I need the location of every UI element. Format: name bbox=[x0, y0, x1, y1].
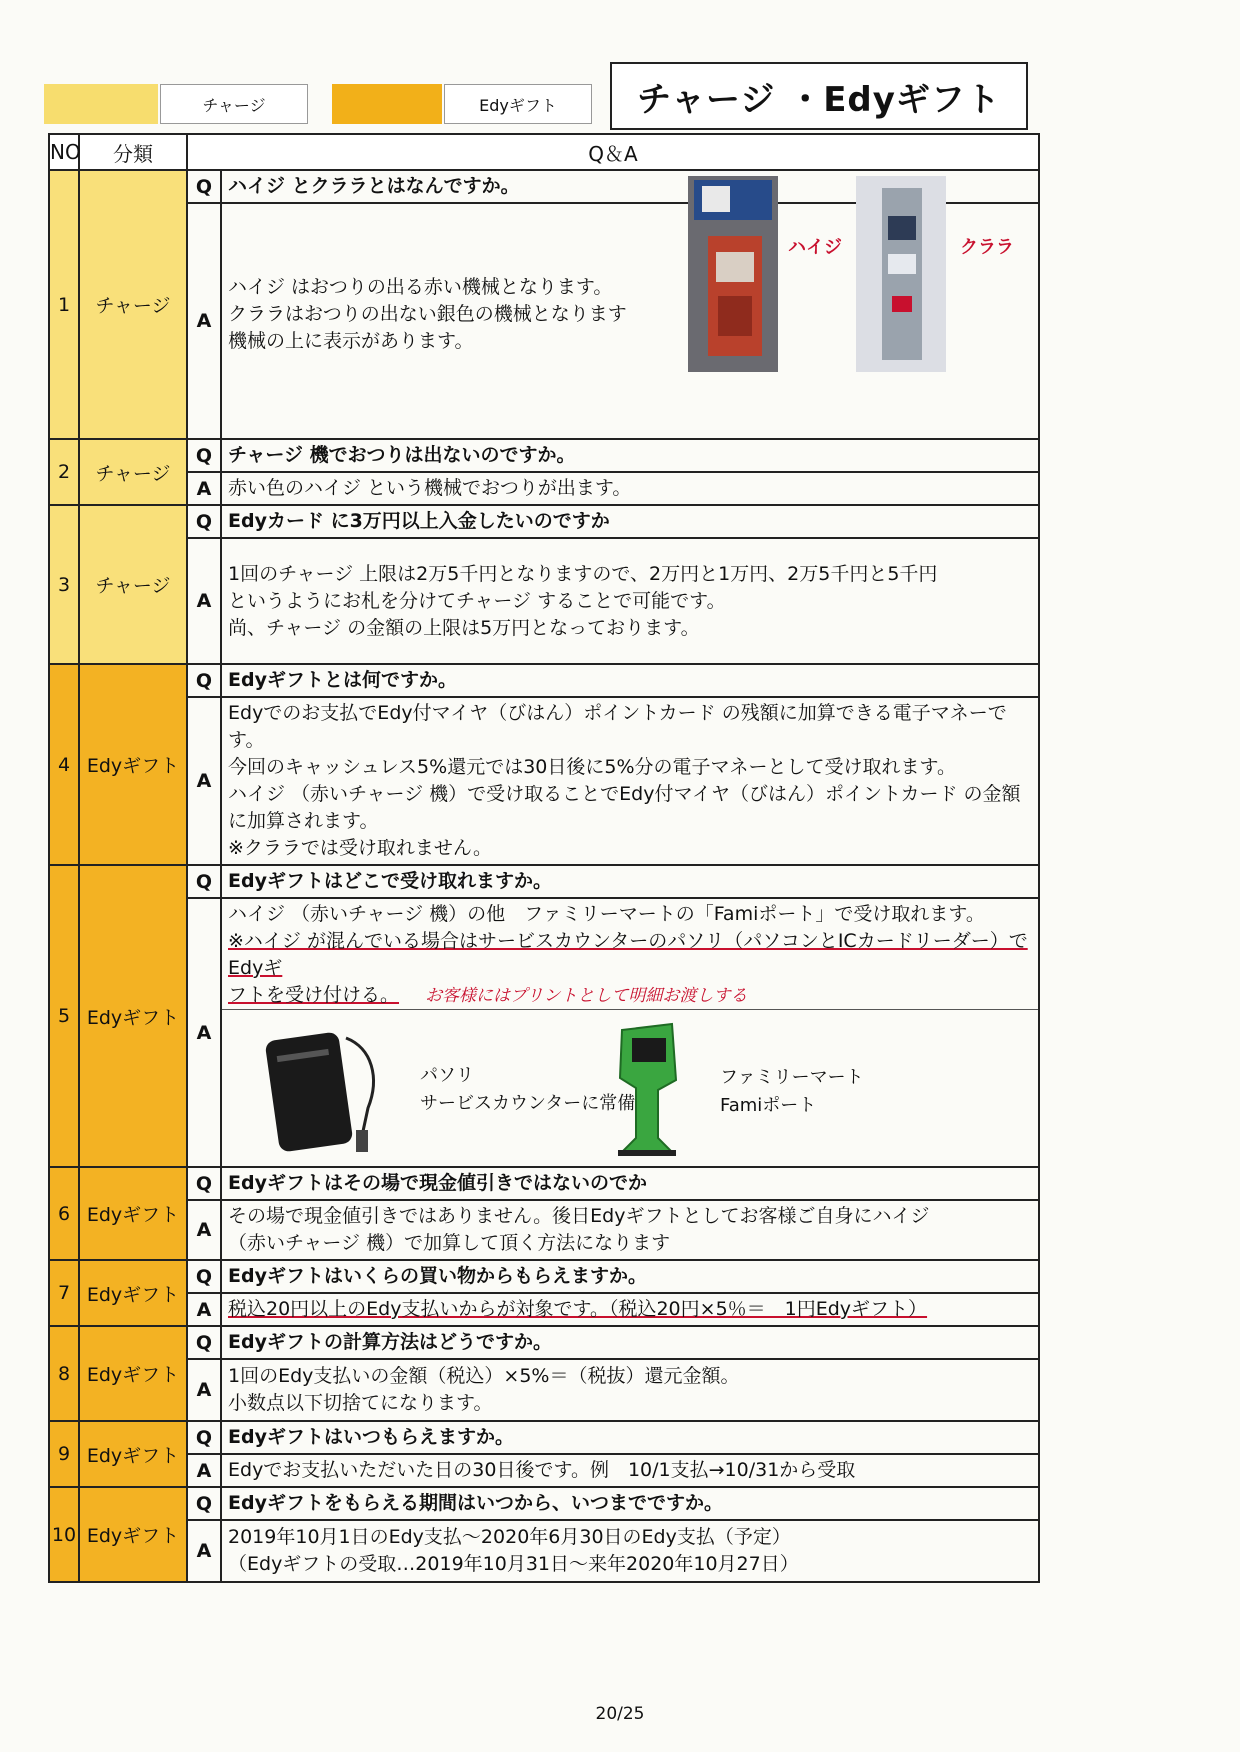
answer-line: 小数点以下切捨てになります。 bbox=[228, 1392, 493, 1414]
answer-line: す。 bbox=[228, 729, 265, 751]
q-marker: Q bbox=[187, 1421, 221, 1454]
row-no: 7 bbox=[49, 1260, 79, 1326]
q-marker: Q bbox=[187, 865, 221, 898]
table-row bbox=[49, 697, 1039, 865]
table-row bbox=[49, 1359, 1039, 1421]
famiport-kiosk-image bbox=[602, 1020, 692, 1160]
pasori-reader-image bbox=[262, 1018, 392, 1158]
answer-line: （Edyギフトの受取…2019年10月31日～来年2020年10月27日） bbox=[228, 1553, 799, 1575]
a-marker: A bbox=[187, 203, 221, 439]
table-row bbox=[49, 1421, 1039, 1454]
answer-line-wrap bbox=[228, 982, 1032, 1010]
row-answer bbox=[221, 1200, 1039, 1260]
row-question: Edyギフトはどこで受け取れますか。 bbox=[221, 865, 1039, 898]
q-marker: Q bbox=[187, 1326, 221, 1359]
table-row bbox=[49, 472, 1039, 505]
a-marker: A bbox=[187, 1359, 221, 1421]
a-marker: A bbox=[187, 1520, 221, 1582]
answer-line: 機械の上に表示があります。 bbox=[228, 330, 474, 352]
row-no: 2 bbox=[49, 439, 79, 505]
row-answer: 赤い色のハイジ という機械でおつりが出ます。 bbox=[221, 472, 1039, 505]
page-title-text: チャージ ・Edyギフト bbox=[637, 79, 1001, 120]
answer-line: 今回のキャッシュレス5%還元では30日後に5%分の電子マネーとして受け取れます。 bbox=[228, 756, 956, 778]
row-answer bbox=[221, 1293, 1039, 1326]
table-row bbox=[49, 1260, 1039, 1293]
row-answer bbox=[221, 1359, 1039, 1421]
answer-line: クララはおつりの出ない銀色の機械となります bbox=[228, 303, 627, 325]
answer-line: ハイジ （赤いチャージ 機）の他 ファミリーマートの「Famiポート」で受け取れます。 bbox=[228, 903, 985, 925]
answer-line-underlined: フトを受け付ける。 bbox=[228, 984, 400, 1006]
answer-line: 1回のチャージ 上限は2万5千円となりますので、2万円と1万円、2万5千円と5千円 bbox=[228, 562, 938, 585]
a-marker: A bbox=[187, 1293, 221, 1326]
answer-line: （赤いチャージ 機）で加算して頂く方法になります bbox=[228, 1232, 671, 1254]
table-row bbox=[49, 1487, 1039, 1520]
row-no: 10 bbox=[49, 1487, 79, 1582]
table-header-row bbox=[49, 134, 1039, 170]
haiji-photo-label: ハイジ bbox=[788, 237, 842, 258]
row-question: Edyギフトはその場で現金値引きではないのでか bbox=[221, 1167, 1039, 1200]
row-no: 9 bbox=[49, 1421, 79, 1487]
answer-line: というようにお札を分けてチャージ することで可能です。 bbox=[228, 589, 726, 612]
answer-line: 尚、チャージ の金額の上限は5万円となっております。 bbox=[228, 616, 700, 639]
row-answer: Edyでお支払いただいた日の30日後です。例 10/1支払→10/31から受取 bbox=[221, 1454, 1039, 1487]
famiport-label-line: Famiポート bbox=[720, 1095, 817, 1116]
q-marker: Q bbox=[187, 664, 221, 697]
table-row bbox=[49, 1520, 1039, 1582]
answer-line: Edyでのお支払でEdy付マイヤ（びはん）ポイントカード の残額に加算できる電子マネーで bbox=[228, 702, 1007, 724]
qa-table bbox=[48, 133, 1040, 1583]
answer-line: ハイジ はおつりの出る赤い機械となります。 bbox=[228, 276, 613, 298]
table-row bbox=[49, 1454, 1039, 1487]
answer-line-underlined: ※ハイジ が混んでいる場合はサービスカウンターのパソリ（パソコンとICカードリーダー）でEdyギ bbox=[228, 930, 1028, 979]
row-category: Edyギフト bbox=[79, 1260, 187, 1326]
row-no: 1 bbox=[49, 170, 79, 439]
device-images bbox=[222, 1010, 1038, 1166]
header-tab-orange-block bbox=[332, 84, 442, 124]
q-marker: Q bbox=[187, 439, 221, 472]
table-row bbox=[49, 538, 1039, 664]
q-marker: Q bbox=[187, 505, 221, 538]
q-marker: Q bbox=[187, 1167, 221, 1200]
handwritten-note: お客様にはプリントとして明細お渡しする bbox=[425, 986, 748, 1006]
table-row bbox=[49, 898, 1039, 1167]
row-question: Edyギフトをもらえる期間はいつから、いつまでですか。 bbox=[221, 1487, 1039, 1520]
pasori-label-line: パソリ bbox=[420, 1065, 474, 1086]
a-marker: A bbox=[187, 697, 221, 865]
answer-line: 2019年10月1日のEdy支払～2020年6月30日のEdy支払（予定） bbox=[228, 1526, 791, 1548]
row-no: 4 bbox=[49, 664, 79, 865]
table-row bbox=[49, 1200, 1039, 1260]
row-question: Edyギフトの計算方法はどうですか。 bbox=[221, 1326, 1039, 1359]
answer-line: ※クララでは受け取れません。 bbox=[228, 837, 493, 859]
table-row bbox=[49, 203, 1039, 439]
header-tab-yellow-block bbox=[44, 84, 158, 124]
row-no: 5 bbox=[49, 865, 79, 1167]
row-answer-with-photos bbox=[221, 203, 1039, 439]
q-marker: Q bbox=[187, 1260, 221, 1293]
famiport-label-line: ファミリーマート bbox=[720, 1067, 864, 1088]
header-tab-charge-label: チャージ bbox=[202, 95, 266, 115]
table-row bbox=[49, 1167, 1039, 1200]
a-marker: A bbox=[187, 1200, 221, 1260]
row-question: Edyギフトはいくらの買い物からもらえますか。 bbox=[221, 1260, 1039, 1293]
row-question: チャージ 機でおつりは出ないのですか。 bbox=[221, 439, 1039, 472]
haiji-machine-photo bbox=[688, 176, 778, 372]
row-category: Edyギフト bbox=[79, 1421, 187, 1487]
header-category: 分類 bbox=[79, 134, 187, 170]
answer-line: に加算されます。 bbox=[228, 810, 379, 832]
row-category: Edyギフト bbox=[79, 1326, 187, 1421]
answer-line: 1回のEdy支払いの金額（税込）×5%＝（税抜）還元金額。 bbox=[228, 1365, 740, 1387]
row-question: Edyギフトとは何ですか。 bbox=[221, 664, 1039, 697]
q-marker: Q bbox=[187, 170, 221, 203]
famiport-label bbox=[720, 1064, 864, 1120]
a-marker: A bbox=[187, 472, 221, 505]
answer-line: その場で現金値引きではありません。後日Edyギフトとしてお客様ご自身にハイジ bbox=[228, 1205, 930, 1227]
row-answer bbox=[221, 538, 1039, 664]
row-category: チャージ bbox=[79, 170, 187, 439]
row-category: Edyギフト bbox=[79, 1167, 187, 1260]
table-row bbox=[49, 439, 1039, 472]
row-no: 3 bbox=[49, 505, 79, 664]
clara-photo-label: クララ bbox=[960, 237, 1014, 258]
table-row bbox=[49, 505, 1039, 538]
table-row bbox=[49, 664, 1039, 697]
header-tab-charge bbox=[160, 84, 308, 124]
answer-line-underlined: 税込20円以上のEdy支払いからが対象です。（税込20円×5％＝ 1円Edyギフト） bbox=[228, 1298, 928, 1320]
row-question: Edyギフトはいつもらえますか。 bbox=[221, 1421, 1039, 1454]
table-row bbox=[49, 865, 1039, 898]
row-category: チャージ bbox=[79, 439, 187, 505]
a-marker: A bbox=[187, 898, 221, 1167]
table-row bbox=[49, 1326, 1039, 1359]
header-tab-edygift bbox=[444, 84, 592, 124]
q-marker: Q bbox=[187, 1487, 221, 1520]
row-answer bbox=[228, 274, 668, 355]
table-row bbox=[49, 1293, 1039, 1326]
pasori-label-line: サービスカウンターに常備 bbox=[420, 1093, 636, 1114]
row-answer-with-devices bbox=[221, 898, 1039, 1167]
row-question: ハイジ とクララとはなんですか。 bbox=[221, 170, 1039, 203]
page-number: 20/25 bbox=[595, 1704, 645, 1724]
row-category: Edyギフト bbox=[79, 865, 187, 1167]
clara-machine-photo bbox=[856, 176, 946, 372]
row-answer bbox=[222, 899, 1038, 1010]
row-answer bbox=[221, 1520, 1039, 1582]
header-qa: Q＆A bbox=[187, 134, 1039, 170]
row-category: Edyギフト bbox=[79, 664, 187, 865]
row-question: Edyカード に3万円以上入金したいのですか bbox=[221, 505, 1039, 538]
a-marker: A bbox=[187, 538, 221, 664]
row-no: 8 bbox=[49, 1326, 79, 1421]
page-title bbox=[610, 62, 1028, 130]
a-marker: A bbox=[187, 1454, 221, 1487]
row-no: 6 bbox=[49, 1167, 79, 1260]
answer-line: ハイジ （赤いチャージ 機）で受け取ることでEdy付マイヤ（びはん）ポイントカード の金額 bbox=[228, 783, 1021, 805]
header-tab-edygift-label: Edyギフト bbox=[479, 95, 557, 115]
row-answer bbox=[221, 697, 1039, 865]
row-category: チャージ bbox=[79, 505, 187, 664]
header-no: NO bbox=[49, 134, 79, 170]
row-category: Edyギフト bbox=[79, 1487, 187, 1582]
